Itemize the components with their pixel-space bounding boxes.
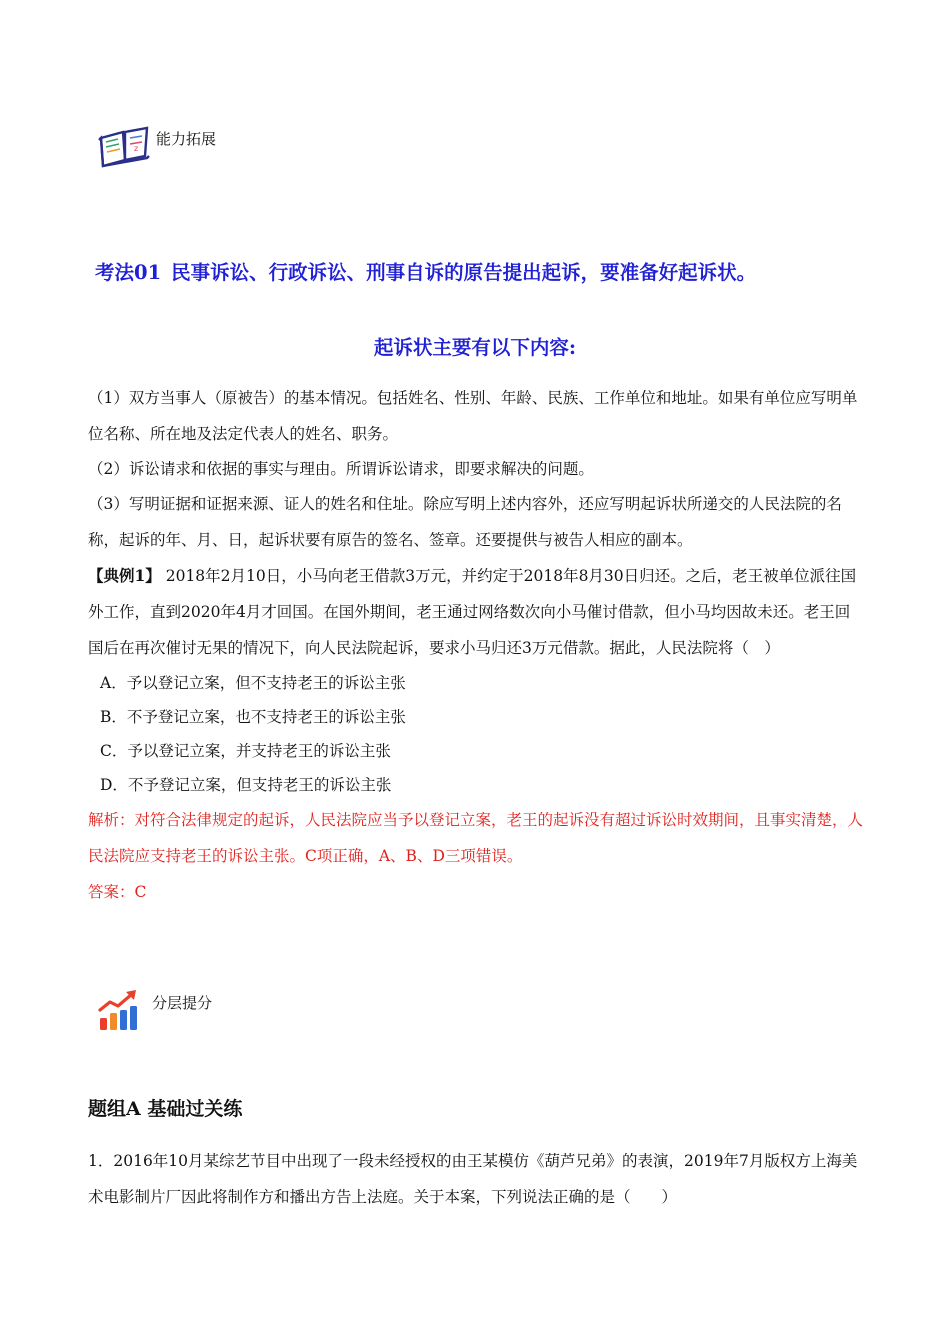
example-question	[88, 558, 863, 666]
kaofa-heading	[95, 257, 875, 285]
option-a: A．予以登记立案，但不支持老王的诉讼主张	[100, 674, 406, 692]
analysis-text: 解析：对符合法律规定的起诉，人民法院应当予以登记立案，老王的起诉没有超过诉讼时效期间，且事实清楚，人民法院应支持老王的诉讼主张。C项正确，A、B、D三项错误。	[88, 811, 864, 865]
point-3: （3）写明证据和证据来源、证人的姓名和住址。除应写明上述内容外，还应写明起诉状所递交的人民法院的名称，起诉的年、月、日，起诉状要有原告的签名、签章。还要提供与被告人相应的副本。	[88, 495, 842, 549]
kaofa-subtitle: 起诉状主要有以下内容:	[373, 336, 577, 359]
example-text: 2018年2月10日，小马向老王借款3万元，并约定于2018年8月30日归还。之后，老王被单位派往国外工作，直到2020年4月才回国。在国外期间，老王通过网络数次向小马催讨借款，但小马均因故未还。老王回国后在再次催讨无果的情况下，向人民法院起诉，要求小马归还3万元借款。据此，人民法院将（ ）	[88, 567, 857, 657]
kaofa-number: 考法01	[95, 261, 162, 284]
point-2: （2）诉讼请求和依据的事实与理由。所谓诉讼请求，即要求解决的问题。	[88, 460, 594, 478]
rising-bar-chart-icon	[98, 988, 142, 1036]
layered-section-label: 分层提分	[152, 994, 213, 1012]
content-body	[88, 380, 863, 910]
option-d: D．不予登记立案，但支持老王的诉讼主张	[100, 776, 392, 794]
option-c: C．予以登记立案，并支持老王的诉讼主张	[100, 742, 391, 760]
open-book-icon	[98, 126, 152, 172]
kaofa-title-text: 民事诉讼、行政诉讼、刑事自诉的原告提出起诉，要准备好起诉状。	[171, 261, 757, 284]
ability-section-header	[98, 126, 216, 172]
question-group-title: 题组A 基础过关练	[88, 1098, 243, 1120]
example-tag: 【典例1】	[88, 566, 161, 585]
point-1: （1）双方当事人（原被告）的基本情况。包括姓名、性别、年龄、民族、工作单位和地址。如果有单位应写明单位名称、所在地及法定代表人的姓名、职务。	[88, 389, 858, 443]
ability-section-label: 能力拓展	[156, 130, 217, 148]
layered-section-header	[98, 988, 212, 1036]
svg-text:z: z	[134, 144, 139, 153]
answer-text: 答案：C	[88, 883, 147, 901]
option-b: B．不予登记立案，也不支持老王的诉讼主张	[100, 708, 406, 726]
question-1	[88, 1143, 863, 1215]
question-1-text: 1．2016年10月某综艺节目中出现了一段未经授权的由王某模仿《葫芦兄弟》的表演，2019年7月版权方上海美术电影制片厂因此将制作方和播出方告上法庭。关于本案，下列说法正确的是（ ）	[88, 1152, 858, 1206]
